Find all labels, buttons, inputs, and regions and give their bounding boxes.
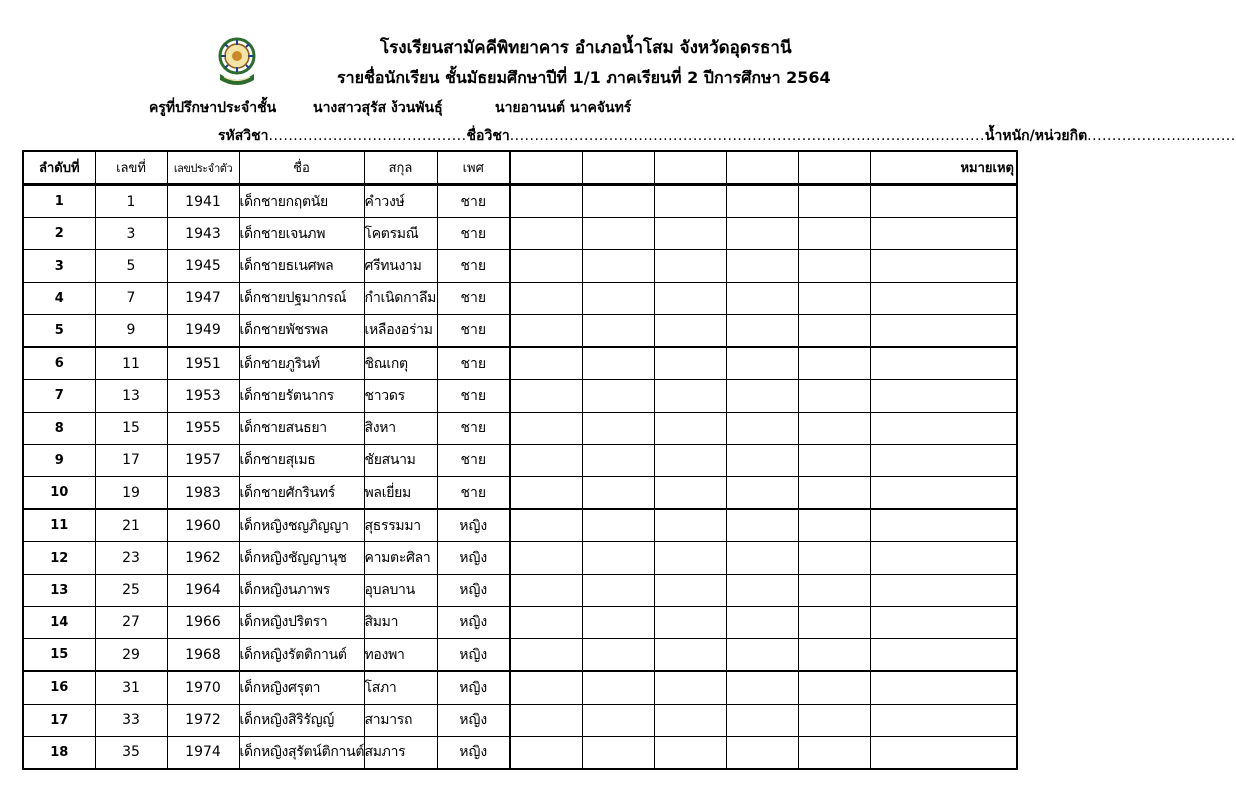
cell-gender: หญิง bbox=[437, 574, 510, 606]
cell-order: 15 bbox=[23, 639, 95, 672]
homeroom-label: ครูที่ปรึกษาประจำชั้น bbox=[149, 100, 277, 116]
cell-blank-4 bbox=[726, 282, 798, 314]
cell-blank-4 bbox=[726, 606, 798, 638]
cell-blank-4 bbox=[726, 380, 798, 412]
cell-student-id: 1962 bbox=[167, 542, 239, 574]
table-row bbox=[23, 476, 1017, 509]
cell-blank-2 bbox=[582, 736, 654, 769]
cell-gender: ชาย bbox=[437, 412, 510, 444]
cell-blank-1 bbox=[510, 671, 582, 704]
cell-blank-2 bbox=[582, 218, 654, 250]
cell-remark bbox=[870, 476, 1017, 509]
cell-last-name: คามตะศิลา bbox=[364, 542, 437, 574]
cell-remark bbox=[870, 542, 1017, 574]
cell-order: 14 bbox=[23, 606, 95, 638]
subject-code-label: รหัสวิชา bbox=[218, 128, 269, 144]
cell-number: 3 bbox=[95, 218, 167, 250]
cell-order: 1 bbox=[23, 185, 95, 218]
table-row bbox=[23, 347, 1017, 380]
cell-blank-3 bbox=[654, 736, 726, 769]
col-header-number: เลขที่ bbox=[95, 151, 167, 185]
cell-remark bbox=[870, 574, 1017, 606]
cell-first-name: เด็กหญิงศรุตา bbox=[239, 671, 364, 704]
cell-blank-1 bbox=[510, 412, 582, 444]
homeroom-teacher-1: นางสาวสุรัส ง้วนพันธุ์ bbox=[313, 100, 443, 116]
cell-blank-2 bbox=[582, 671, 654, 704]
cell-blank-3 bbox=[654, 412, 726, 444]
cell-blank-5 bbox=[798, 218, 870, 250]
subject-name-blank: ................................................................................................ bbox=[509, 128, 985, 144]
cell-blank-2 bbox=[582, 574, 654, 606]
cell-first-name: เด็กชายธเนศพล bbox=[239, 250, 364, 282]
cell-blank-1 bbox=[510, 476, 582, 509]
cell-gender: ชาย bbox=[437, 314, 510, 347]
cell-blank-5 bbox=[798, 347, 870, 380]
cell-number: 9 bbox=[95, 314, 167, 347]
cell-blank-4 bbox=[726, 671, 798, 704]
cell-student-id: 1941 bbox=[167, 185, 239, 218]
cell-number: 33 bbox=[95, 704, 167, 736]
cell-student-id: 1949 bbox=[167, 314, 239, 347]
cell-blank-1 bbox=[510, 444, 582, 476]
cell-blank-4 bbox=[726, 704, 798, 736]
cell-blank-5 bbox=[798, 476, 870, 509]
cell-order: 2 bbox=[23, 218, 95, 250]
cell-remark bbox=[870, 185, 1017, 218]
cell-order: 16 bbox=[23, 671, 95, 704]
table-row bbox=[23, 639, 1017, 672]
cell-blank-2 bbox=[582, 185, 654, 218]
cell-order: 3 bbox=[23, 250, 95, 282]
cell-blank-4 bbox=[726, 509, 798, 542]
cell-blank-1 bbox=[510, 639, 582, 672]
cell-order: 6 bbox=[23, 347, 95, 380]
list-title: รายชื่อนักเรียน ชั้นมัธยมศึกษาปีที่ 1/1 ภาคเรียนที่ 2 ปีการศึกษา 2564 bbox=[337, 68, 831, 87]
cell-gender: ชาย bbox=[437, 282, 510, 314]
cell-number: 29 bbox=[95, 639, 167, 672]
cell-blank-1 bbox=[510, 314, 582, 347]
cell-number: 13 bbox=[95, 380, 167, 412]
cell-blank-5 bbox=[798, 639, 870, 672]
cell-blank-4 bbox=[726, 218, 798, 250]
cell-student-id: 1974 bbox=[167, 736, 239, 769]
table-row bbox=[23, 185, 1017, 218]
cell-order: 17 bbox=[23, 704, 95, 736]
cell-first-name: เด็กชายสนธยา bbox=[239, 412, 364, 444]
cell-number: 19 bbox=[95, 476, 167, 509]
cell-gender: ชาย bbox=[437, 347, 510, 380]
table-row bbox=[23, 574, 1017, 606]
cell-order: 7 bbox=[23, 380, 95, 412]
cell-last-name: โคตรมณี bbox=[364, 218, 437, 250]
cell-blank-5 bbox=[798, 704, 870, 736]
cell-first-name: เด็กหญิงปริตรา bbox=[239, 606, 364, 638]
cell-blank-3 bbox=[654, 444, 726, 476]
cell-last-name: สิงหา bbox=[364, 412, 437, 444]
cell-blank-1 bbox=[510, 574, 582, 606]
col-header-gender: เพศ bbox=[437, 151, 510, 185]
cell-last-name: สิมมา bbox=[364, 606, 437, 638]
cell-blank-4 bbox=[726, 444, 798, 476]
cell-blank-4 bbox=[726, 476, 798, 509]
cell-blank-4 bbox=[726, 639, 798, 672]
table-row bbox=[23, 444, 1017, 476]
col-header-blank-3 bbox=[654, 151, 726, 185]
cell-blank-5 bbox=[798, 314, 870, 347]
cell-blank-4 bbox=[726, 347, 798, 380]
cell-blank-5 bbox=[798, 542, 870, 574]
cell-blank-2 bbox=[582, 509, 654, 542]
cell-gender: หญิง bbox=[437, 606, 510, 638]
cell-gender: ชาย bbox=[437, 444, 510, 476]
table-row bbox=[23, 509, 1017, 542]
cell-blank-1 bbox=[510, 185, 582, 218]
cell-number: 5 bbox=[95, 250, 167, 282]
cell-remark bbox=[870, 314, 1017, 347]
cell-last-name: อุบลบาน bbox=[364, 574, 437, 606]
cell-student-id: 1968 bbox=[167, 639, 239, 672]
cell-blank-3 bbox=[654, 250, 726, 282]
homeroom-teacher-2: นายอานนต์ นาคจันทร์ bbox=[495, 100, 632, 116]
cell-blank-3 bbox=[654, 671, 726, 704]
cell-number: 21 bbox=[95, 509, 167, 542]
cell-gender: หญิง bbox=[437, 639, 510, 672]
school-emblem-icon bbox=[214, 36, 260, 88]
cell-first-name: เด็กชายศักรินทร์ bbox=[239, 476, 364, 509]
cell-first-name: เด็กชายรัตนากร bbox=[239, 380, 364, 412]
cell-remark bbox=[870, 736, 1017, 769]
cell-blank-2 bbox=[582, 347, 654, 380]
cell-blank-3 bbox=[654, 347, 726, 380]
cell-student-id: 1945 bbox=[167, 250, 239, 282]
school-title: โรงเรียนสามัคคีพิทยาคาร อำเภอน้ำโสม จังหวัดอุดรธานี bbox=[380, 38, 792, 58]
cell-number: 35 bbox=[95, 736, 167, 769]
cell-student-id: 1953 bbox=[167, 380, 239, 412]
cell-order: 11 bbox=[23, 509, 95, 542]
cell-blank-3 bbox=[654, 476, 726, 509]
cell-student-id: 1955 bbox=[167, 412, 239, 444]
cell-number: 23 bbox=[95, 542, 167, 574]
roster-body bbox=[23, 185, 1017, 770]
subject-line bbox=[218, 125, 1236, 147]
cell-student-id: 1947 bbox=[167, 282, 239, 314]
col-header-blank-5 bbox=[798, 151, 870, 185]
cell-blank-2 bbox=[582, 704, 654, 736]
cell-first-name: เด็กชายพัชรพล bbox=[239, 314, 364, 347]
cell-remark bbox=[870, 380, 1017, 412]
cell-blank-5 bbox=[798, 606, 870, 638]
col-header-blank-1 bbox=[510, 151, 582, 185]
cell-remark bbox=[870, 704, 1017, 736]
cell-blank-2 bbox=[582, 282, 654, 314]
cell-last-name: โสภา bbox=[364, 671, 437, 704]
cell-student-id: 1951 bbox=[167, 347, 239, 380]
cell-remark bbox=[870, 444, 1017, 476]
cell-gender: ชาย bbox=[437, 380, 510, 412]
cell-last-name: ทองพา bbox=[364, 639, 437, 672]
cell-last-name: ศรีทนงาม bbox=[364, 250, 437, 282]
cell-blank-5 bbox=[798, 671, 870, 704]
table-row bbox=[23, 314, 1017, 347]
cell-blank-1 bbox=[510, 704, 582, 736]
cell-last-name: ชิณเกตุ bbox=[364, 347, 437, 380]
cell-student-id: 1943 bbox=[167, 218, 239, 250]
table-row bbox=[23, 736, 1017, 769]
cell-first-name: เด็กหญิงสิริรัญญ์ bbox=[239, 704, 364, 736]
cell-blank-2 bbox=[582, 380, 654, 412]
cell-blank-1 bbox=[510, 736, 582, 769]
cell-blank-3 bbox=[654, 282, 726, 314]
cell-blank-3 bbox=[654, 509, 726, 542]
cell-blank-3 bbox=[654, 606, 726, 638]
cell-blank-4 bbox=[726, 250, 798, 282]
cell-gender: หญิง bbox=[437, 704, 510, 736]
col-header-student-id: เลขประจำตัว bbox=[167, 151, 239, 185]
cell-last-name: กำเนิดกาลึม bbox=[364, 282, 437, 314]
cell-order: 4 bbox=[23, 282, 95, 314]
table-row bbox=[23, 542, 1017, 574]
cell-last-name: พลเยี่ยม bbox=[364, 476, 437, 509]
table-row bbox=[23, 282, 1017, 314]
cell-first-name: เด็กชายกฤตนัย bbox=[239, 185, 364, 218]
cell-blank-5 bbox=[798, 380, 870, 412]
cell-blank-2 bbox=[582, 314, 654, 347]
cell-blank-2 bbox=[582, 250, 654, 282]
cell-blank-5 bbox=[798, 736, 870, 769]
cell-gender: หญิง bbox=[437, 671, 510, 704]
cell-blank-1 bbox=[510, 606, 582, 638]
col-header-first-name: ชื่อ bbox=[239, 151, 364, 185]
cell-student-id: 1972 bbox=[167, 704, 239, 736]
cell-gender: หญิง bbox=[437, 542, 510, 574]
cell-order: 10 bbox=[23, 476, 95, 509]
cell-first-name: เด็กหญิงชญภิญญา bbox=[239, 509, 364, 542]
cell-remark bbox=[870, 412, 1017, 444]
cell-student-id: 1966 bbox=[167, 606, 239, 638]
cell-blank-1 bbox=[510, 509, 582, 542]
cell-student-id: 1964 bbox=[167, 574, 239, 606]
cell-blank-4 bbox=[726, 412, 798, 444]
cell-number: 25 bbox=[95, 574, 167, 606]
cell-remark bbox=[870, 671, 1017, 704]
cell-blank-3 bbox=[654, 380, 726, 412]
cell-remark bbox=[870, 347, 1017, 380]
student-roster-table bbox=[22, 150, 1018, 770]
cell-blank-5 bbox=[798, 444, 870, 476]
cell-gender: ชาย bbox=[437, 250, 510, 282]
cell-blank-4 bbox=[726, 314, 798, 347]
cell-last-name: เหลืองอร่าม bbox=[364, 314, 437, 347]
cell-blank-1 bbox=[510, 282, 582, 314]
cell-first-name: เด็กหญิงนภาพร bbox=[239, 574, 364, 606]
cell-remark bbox=[870, 218, 1017, 250]
cell-blank-5 bbox=[798, 412, 870, 444]
cell-first-name: เด็กชายเจนภพ bbox=[239, 218, 364, 250]
cell-gender: ชาย bbox=[437, 218, 510, 250]
cell-blank-2 bbox=[582, 639, 654, 672]
cell-blank-1 bbox=[510, 218, 582, 250]
subject-code-blank: ........................................ bbox=[268, 128, 467, 144]
cell-blank-5 bbox=[798, 509, 870, 542]
col-header-blank-4 bbox=[726, 151, 798, 185]
cell-blank-4 bbox=[726, 736, 798, 769]
cell-gender: ชาย bbox=[437, 185, 510, 218]
cell-blank-2 bbox=[582, 606, 654, 638]
cell-last-name: คำวงษ์ bbox=[364, 185, 437, 218]
col-header-order: ลำดับที่ bbox=[23, 151, 95, 185]
table-row bbox=[23, 412, 1017, 444]
credit-label: น้ำหนัก/หน่วยกิต bbox=[984, 128, 1088, 144]
cell-blank-4 bbox=[726, 185, 798, 218]
table-row bbox=[23, 606, 1017, 638]
cell-blank-3 bbox=[654, 704, 726, 736]
cell-remark bbox=[870, 606, 1017, 638]
cell-remark bbox=[870, 509, 1017, 542]
cell-blank-2 bbox=[582, 542, 654, 574]
cell-blank-3 bbox=[654, 185, 726, 218]
cell-order: 13 bbox=[23, 574, 95, 606]
cell-last-name: ชาวดร bbox=[364, 380, 437, 412]
cell-student-id: 1960 bbox=[167, 509, 239, 542]
credit-blank: .............................. bbox=[1087, 128, 1236, 144]
cell-blank-5 bbox=[798, 185, 870, 218]
cell-blank-2 bbox=[582, 476, 654, 509]
table-row bbox=[23, 218, 1017, 250]
cell-blank-5 bbox=[798, 282, 870, 314]
cell-blank-1 bbox=[510, 380, 582, 412]
cell-number: 27 bbox=[95, 606, 167, 638]
cell-first-name: เด็กหญิงสุรัตน์ติกานต์ bbox=[239, 736, 364, 769]
cell-student-id: 1970 bbox=[167, 671, 239, 704]
cell-first-name: เด็กหญิงรัตติกานต์ bbox=[239, 639, 364, 672]
cell-blank-2 bbox=[582, 444, 654, 476]
cell-last-name: สามารถ bbox=[364, 704, 437, 736]
cell-blank-5 bbox=[798, 574, 870, 606]
cell-last-name: สุธรรมมา bbox=[364, 509, 437, 542]
cell-blank-4 bbox=[726, 574, 798, 606]
cell-blank-1 bbox=[510, 347, 582, 380]
cell-student-id: 1983 bbox=[167, 476, 239, 509]
col-header-last-name: สกุล bbox=[364, 151, 437, 185]
cell-student-id: 1957 bbox=[167, 444, 239, 476]
cell-order: 5 bbox=[23, 314, 95, 347]
cell-gender: หญิง bbox=[437, 736, 510, 769]
table-row bbox=[23, 250, 1017, 282]
cell-blank-3 bbox=[654, 574, 726, 606]
cell-number: 11 bbox=[95, 347, 167, 380]
cell-gender: ชาย bbox=[437, 476, 510, 509]
cell-remark bbox=[870, 250, 1017, 282]
col-header-blank-2 bbox=[582, 151, 654, 185]
cell-remark bbox=[870, 639, 1017, 672]
table-header-row bbox=[23, 151, 1017, 185]
cell-first-name: เด็กชายปฐมากรณ์ bbox=[239, 282, 364, 314]
cell-last-name: สมภาร bbox=[364, 736, 437, 769]
cell-blank-4 bbox=[726, 542, 798, 574]
cell-blank-1 bbox=[510, 250, 582, 282]
cell-order: 18 bbox=[23, 736, 95, 769]
cell-blank-1 bbox=[510, 542, 582, 574]
cell-order: 9 bbox=[23, 444, 95, 476]
cell-blank-3 bbox=[654, 639, 726, 672]
cell-number: 31 bbox=[95, 671, 167, 704]
cell-blank-3 bbox=[654, 314, 726, 347]
cell-number: 15 bbox=[95, 412, 167, 444]
cell-blank-3 bbox=[654, 218, 726, 250]
table-row bbox=[23, 380, 1017, 412]
cell-order: 8 bbox=[23, 412, 95, 444]
cell-first-name: เด็กชายสุเมธ bbox=[239, 444, 364, 476]
cell-blank-3 bbox=[654, 542, 726, 574]
cell-remark bbox=[870, 282, 1017, 314]
table-row bbox=[23, 704, 1017, 736]
cell-number: 7 bbox=[95, 282, 167, 314]
table-row bbox=[23, 671, 1017, 704]
cell-number: 17 bbox=[95, 444, 167, 476]
cell-first-name: เด็กชายภูรินท์ bbox=[239, 347, 364, 380]
cell-blank-5 bbox=[798, 250, 870, 282]
cell-blank-2 bbox=[582, 412, 654, 444]
cell-number: 1 bbox=[95, 185, 167, 218]
cell-last-name: ชัยสนาม bbox=[364, 444, 437, 476]
cell-order: 12 bbox=[23, 542, 95, 574]
subject-name-label: ชื่อวิชา bbox=[466, 128, 510, 144]
cell-first-name: เด็กหญิงชัญญานุช bbox=[239, 542, 364, 574]
col-header-remark: หมายเหตุ bbox=[870, 151, 1017, 185]
cell-gender: หญิง bbox=[437, 509, 510, 542]
